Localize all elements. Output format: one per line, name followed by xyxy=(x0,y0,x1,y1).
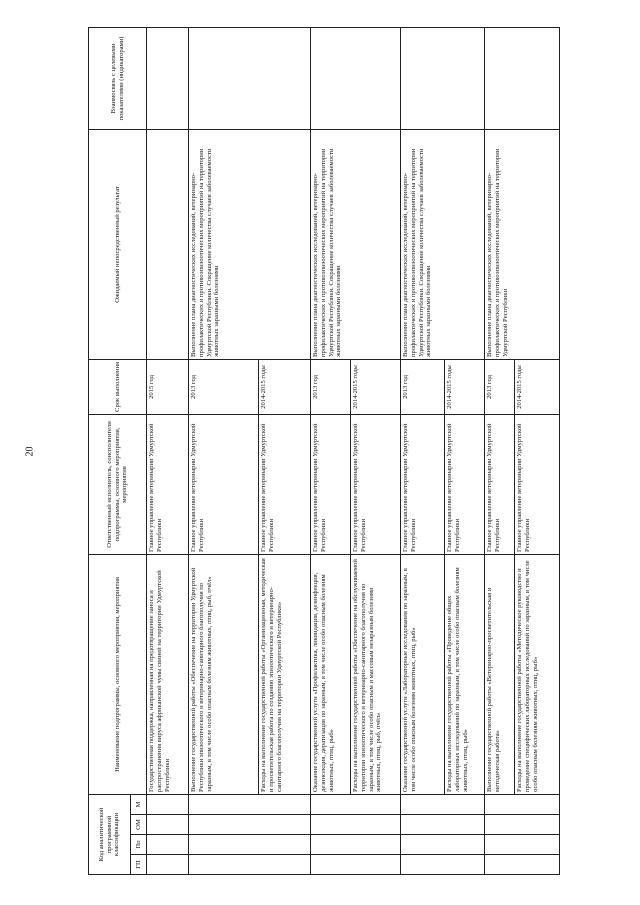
name-cell: Государственная поддержка, направленная на предотвращение заноса и распространения вируса африканской чумы свиней на территории Удмуртской Республики xyxy=(147,554,189,794)
name-cell: Оказание государственной услуги «Лабораторные исследования по заразным, в том числе особо опасным болезням животных, птиц, рыб» xyxy=(401,554,445,794)
executor-cell: Главное управление ветеринарии Удмуртской Республики xyxy=(351,414,401,554)
term-cell: 2014-2015 годы xyxy=(445,359,485,414)
rotated-table-container xyxy=(88,28,539,875)
name-cell: Выполнение государственной работы «Обеспечение на территории Удмуртской Республики эпизоотического и ветеринарно-санитарного благополучия по заразным, в том числе особо опасным болезням животных, птиц, рыб, пчёл» xyxy=(189,554,259,794)
executor-cell: Главное управление ветеринарии Удмуртской Республики xyxy=(445,414,485,554)
code-cell xyxy=(401,815,485,835)
table-row xyxy=(147,27,189,874)
code-col-om: ОМ xyxy=(131,815,147,835)
code-cell xyxy=(485,815,560,835)
code-group-header: Код аналитической программной классификации xyxy=(89,794,131,874)
name-cell: Расходы на выполнение государственной работы «Методическое руководство и проведение специфических лабораторных исследований по заразным, в том числе особо опасным болезням животных, птиц, рыб» xyxy=(515,554,560,794)
code-cell xyxy=(311,835,401,855)
link-cell xyxy=(485,27,560,129)
executor-cell: Главное управление ветеринарии Удмуртской Республики xyxy=(259,414,311,554)
result-cell: Выполнение плана диагностических исследований, ветеринарно-профилактических и противоэпизоотических мероприятий на территории Удмуртской Республики. Сокращение количества случаев заболеваемости животных заразными болезнями xyxy=(401,129,485,359)
code-cell xyxy=(485,855,560,875)
term-header: Срок выполнения xyxy=(89,359,147,414)
code-cell xyxy=(147,855,189,875)
name-cell: Расходы на выполнение государственной работы «Обеспечение на обслуживаемой территории эпизоотического и ветеринарно-санитарного благополучия по заразным, в том числе особо опасным и массовым незаразным болезням животных, птиц, рыб, пчёл» xyxy=(351,554,401,794)
term-cell: 2013 год xyxy=(401,359,445,414)
term-cell: 2014-2015 годы xyxy=(351,359,401,414)
link-cell xyxy=(401,27,485,129)
code-col-pp: Пп xyxy=(131,835,147,855)
term-cell: 2013 год xyxy=(189,359,259,414)
term-cell: 2013 год xyxy=(485,359,515,414)
table-row xyxy=(311,27,351,874)
name-cell: Расходы на выполнение государственной работы «Проведение общих лабораторных исследований по заразным, в том числе особо опасным болезням животных, птиц, рыб» xyxy=(445,554,485,794)
link-cell xyxy=(189,27,311,129)
table-row xyxy=(189,27,259,874)
executor-header: Ответственный исполнитель, соисполнители подпрограммы, основного мероприятия, мероприятия xyxy=(89,414,147,554)
term-cell: 2014-2015 годы xyxy=(515,359,560,414)
code-col-m: М xyxy=(131,794,147,814)
code-cell xyxy=(485,835,560,855)
term-cell: 2014-2015 годы xyxy=(259,359,311,414)
result-cell: Выполнение плана диагностических исследований, ветеринарно-профилактических и противоэпизоотических мероприятий на территории Удмуртской Республики. Сокращение количества случаев заболеваемости животных заразными болезнями xyxy=(189,129,311,359)
code-cell xyxy=(311,855,401,875)
code-cell xyxy=(401,835,485,855)
document-sheet xyxy=(88,28,640,869)
executor-cell: Главное управление ветеринарии Удмуртской Республики xyxy=(401,414,445,554)
code-cell xyxy=(147,815,189,835)
term-cell: 2015 год xyxy=(147,359,189,414)
table-row xyxy=(401,27,445,874)
name-cell: Выполнение государственной работы «Ветеринарно-просветительская и методическая работа» xyxy=(485,554,515,794)
code-cell xyxy=(401,855,485,875)
code-cell xyxy=(401,794,485,814)
code-col-gp: ГП xyxy=(131,855,147,875)
name-cell: Оказание государственной услуги «Профилактика, ликвидация, дезинфекция, дезинсекция, дератизация по заразным, в том числе особо опасным болезням животных, птиц, рыб» xyxy=(311,554,351,794)
result-cell: Выполнение плана диагностических исследований, ветеринарно-профилактических и противоэпизоотических мероприятий на территории Удмуртской Республики. Сокращение количества случаев заболеваемости животных заразными болезнями xyxy=(311,129,401,359)
executor-cell: Главное управление ветеринарии Удмуртской Республики xyxy=(189,414,259,554)
term-cell: 2013 год xyxy=(311,359,351,414)
code-cell xyxy=(189,855,311,875)
code-cell xyxy=(189,815,311,835)
table-row xyxy=(485,27,515,874)
code-cell xyxy=(147,835,189,855)
code-cell xyxy=(189,835,311,855)
executor-cell: Главное управление ветеринарии Удмуртской Республики xyxy=(515,414,560,554)
link-header: Взаимосвязь с целевыми показателями (индикаторами) xyxy=(89,27,147,129)
link-cell xyxy=(147,27,189,129)
result-cell: Выполнение плана диагностических исследований, ветеринарно-профилактических и противоэпизоотических мероприятий на территории Удмуртской Республики xyxy=(485,129,560,359)
link-cell xyxy=(311,27,401,129)
executor-cell: Главное управление ветеринарии Удмуртской Республики xyxy=(485,414,515,554)
name-header: Наименование подпрограммы, основного мероприятия, мероприятия xyxy=(89,554,147,794)
result-cell xyxy=(147,129,189,359)
page-number: 20 xyxy=(24,446,36,457)
code-cell xyxy=(189,794,311,814)
code-cell xyxy=(147,794,189,814)
executor-cell: Главное управление ветеринарии Удмуртской Республики xyxy=(147,414,189,554)
name-cell: Расходы на выполнение государственной работы «Организационная, методическая и просветительская работа по созданию эпизоотического и ветеринарно-санитарного благополучия на территории Удмуртской Республики» xyxy=(259,554,311,794)
code-cell xyxy=(485,794,560,814)
program-table xyxy=(88,27,560,875)
executor-cell: Главное управление ветеринарии Удмуртской Республики xyxy=(311,414,351,554)
code-cell xyxy=(311,815,401,835)
code-cell xyxy=(311,794,401,814)
result-header: Ожидаемый непосредственный результат xyxy=(89,129,147,359)
